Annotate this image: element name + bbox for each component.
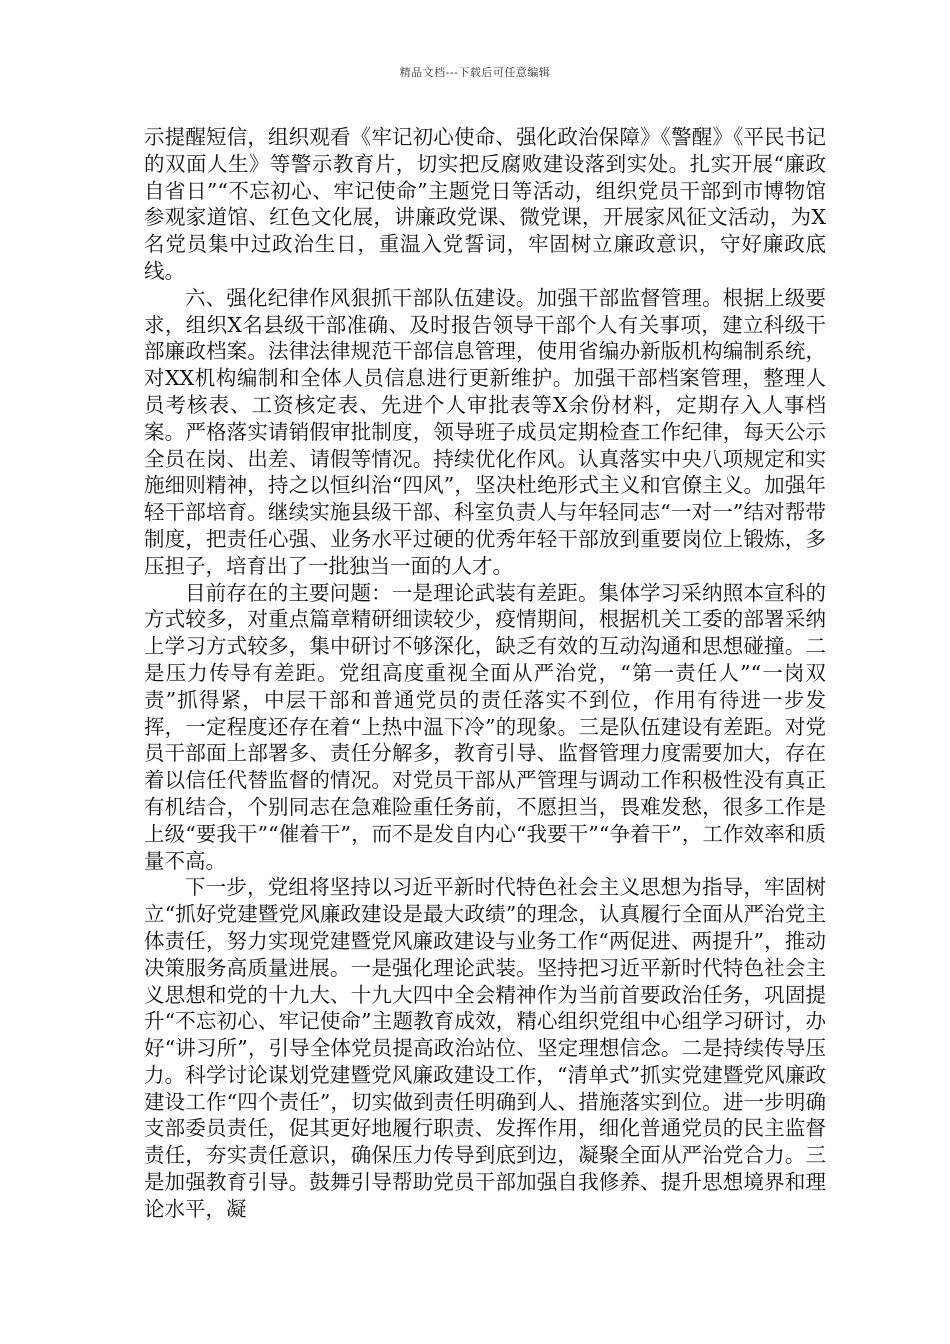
paragraph-2: 六、强化纪律作风狠抓干部队伍建设。加强干部监督管理。根据上级要求，组织X名县级干部准确、及时报告领导干部个人有关事项，建立科级干部廉政档案。法律法律规范干部信息管理，使用省编办新版机构编制系统，对XX机构编制和全体人员信息进行更新维护。加强干部档案管理，整理人员考核表、工资核定表、先进个人审批表等X余份材料，定期存入人事档案。严格落实请销假审批制度，领导班子成员定期检查工作纪律，每天公示全员在岗、出差、请假等情况。持续优化作风。认真落实中央八项规定和实施细则精神，持之以恒纠治“四风”，坚决杜绝形式主义和官僚主义。加强年轻干部培育。继续实施县级干部、科室负责人与年轻同志“一对一”结对帮带制度，把责任心强、业务水平过硬的优秀年轻干部放到重要岗位上锻炼，多压担子，培育出了一批独当一面的人才。	[144, 285, 826, 578]
paragraph-1: 示提醒短信，组织观看《牢记初心使命、强化政治保障》《警醒》《平民书记的双面人生》等警示教育片，切实把反腐败建设落到实处。扎实开展“廉政自省日”“不忘初心、牢记使命”主题党日等活动，组织党员干部到市博物馆参观家道馆、红色文化展，讲廉政党课、微党课，开展家风征文活动，为X名党员集中过政治生日，重温入党誓词，牢固树立廉政意识，守好廉政底线。	[144, 125, 826, 283]
paragraph-4: 下一步，党组将坚持以习近平新时代特色社会主义思想为指导，牢固树立“抓好党建暨党风廉政建设是最大政绩”的理念，认真履行全面从严治党主体责任，努力实现党建暨党风廉政建设与业务工作“两促进、两提升”，推动决策服务高质量进展。一是强化理论武装。坚持把习近平新时代特色社会主义思想和党的十九大、十九大四中全会精神作为当前首要政治任务，巩固提升“不忘初心、牢记使命”主题教育成效，精心组织党组中心组学习研讨，办好“讲习所”，引导全体党员提高政治站位、坚定理想信念。二是持续传导压力。科学讨论谋划党建暨党风廉政建设工作，“清单式”抓实党建暨党风廉政建设工作“四个责任”，切实做到责任明确到人、措施落实到位。进一步明确支部委员责任，促其更好地履行职责、发挥作用，细化普通党员的民主监督责任，夯实责任意识，确保压力传导到底到边，凝聚全面从严治党合力。三是加强教育引导。鼓舞引导帮助党员干部加强自我修养、提升思想境界和理论水平，凝	[144, 875, 826, 1221]
document-body	[144, 124, 826, 1223]
page-header: 精品文档---下载后可任意编辑	[399, 66, 551, 79]
paragraph-3: 目前存在的主要问题：一是理论武装有差距。集体学习采纳照本宣科的方式较多，对重点篇章精研细读较少，疫情期间，根据机关工委的部署采纳上学习方式较多，集中研讨不够深化，缺乏有效的互动沟通和思想碰撞。二是压力传导有差距。党组高度重视全面从严治党，“第一责任人”“一岗双责”抓得紧，中层干部和普通党员的责任落实不到位，作用有待进一步发挥，一定程度还存在着“上热中温下冷”的现象。三是队伍建设有差距。对党员干部面上部署多、责任分解多，教育引导、监督管理力度需要加大，存在着以信任代替监督的情况。对党员干部从严管理与调动工作积极性没有真正有机结合，个别同志在急难险重任务前，不愿担当，畏难发愁，很多工作是上级“要我干”“催着干”，而不是发自内心“我要干”“争着干”，工作效率和质量不高。	[144, 580, 826, 873]
